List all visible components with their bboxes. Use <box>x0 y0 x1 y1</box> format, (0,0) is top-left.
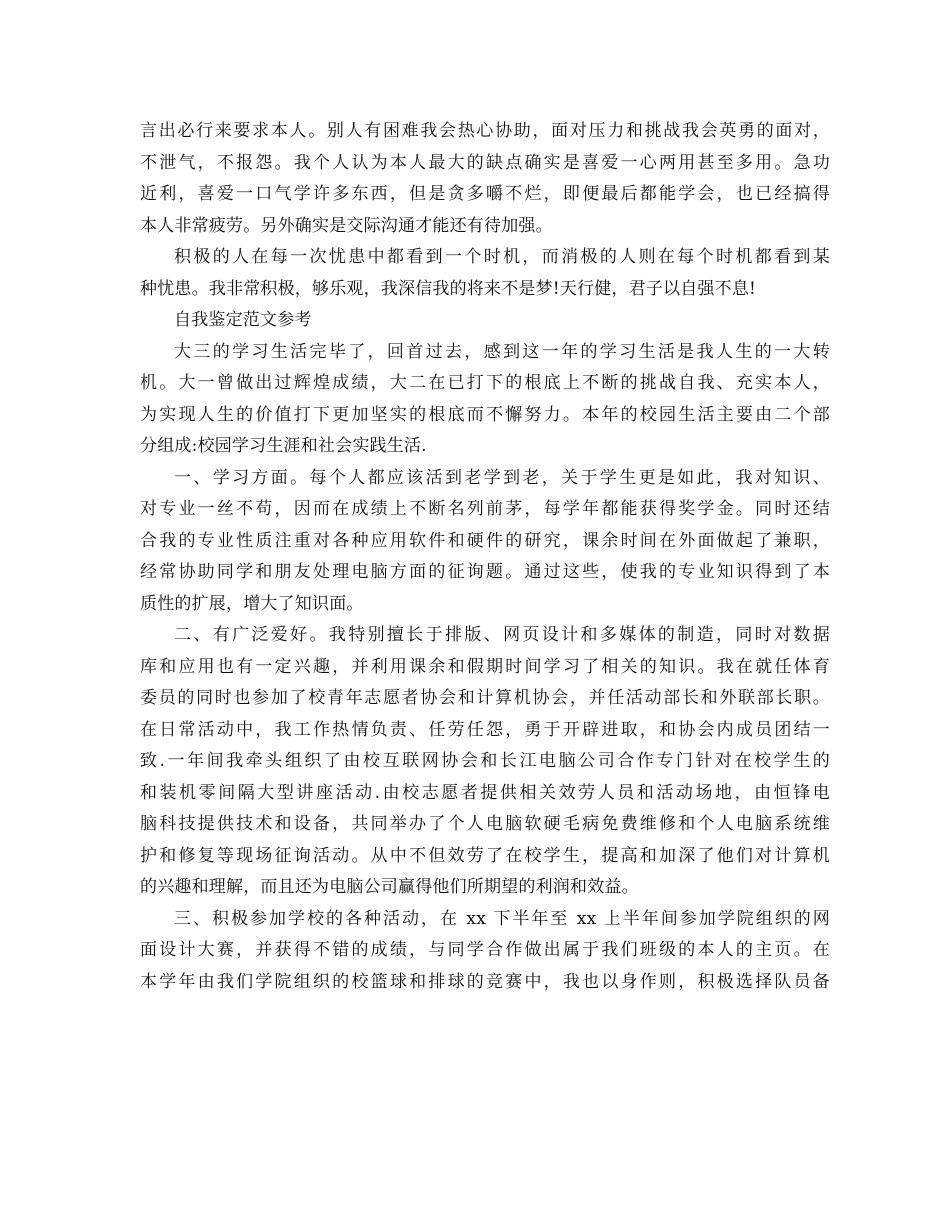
text-line: 近利，喜爱一口气学许多东西，但是贪多嚼不烂，即便最后都能学会，也已经搞得 <box>140 184 830 204</box>
text-line: 积极的人在每一次忧患中都看到一个时机，而消极的人则在每个时机都看到某 <box>174 247 830 267</box>
text-line: 大三的学习生活完毕了，回首过去，感到这一年的学习生活是我人生的一大转 <box>174 341 830 362</box>
text-line: 三、积极参加学校的各种活动，在 xx 下半年至 xx 上半年间参加学院组织的网 <box>174 908 830 929</box>
text-line: 委员的同时也参加了校青年志愿者协会和计算机协会，并任活动部长和外联部长职。 <box>140 688 830 708</box>
text-line: 本学年由我们学院组织的校篮球和排球的竞赛中，我也以身作则，积极选择队员备 <box>140 971 830 992</box>
text-line: 护和修复等现场征询活动。从中不但效劳了在校学生，提高和加深了他们对计算机 <box>140 845 830 866</box>
text-line: 机。大一曾做出过辉煌成绩，大二在已打下的根底上不断的挑战自我、充实本人， <box>140 373 830 393</box>
text-line: 面设计大赛，并获得不错的成绩，与同学合作做出属于我们班级的本人的主页。在 <box>140 940 830 960</box>
text-line: 质性的扩展，增大了知识面。 <box>140 593 364 614</box>
text-line: 自我鉴定范文参考 <box>174 310 312 330</box>
text-line: 合我的专业性质注重对各种应用软件和硬件的研究，课余时间在外面做起了兼职， <box>140 530 830 551</box>
text-line: 种忧患。我非常积极，够乐观，我深信我的将来不是梦!天行健，君子以自强不息! <box>140 278 757 299</box>
text-line: 的兴趣和理解，而且还为电脑公司赢得他们所期望的利润和效益。 <box>140 877 639 897</box>
text-line: 为实现人生的价值打下更加坚实的根底而不懈努力。本年的校园生活主要由二个部 <box>140 404 830 425</box>
text-line: 经常协助同学和朋友处理电脑方面的征询题。通过这些，使我的专业知识得到了本 <box>140 562 830 582</box>
text-line: 和装机零间隔大型讲座活动.由校志愿者提供相关效劳人员和活动场地，由恒锋电 <box>140 782 830 803</box>
text-line: 本人非常疲劳。另外确实是交际沟通才能还有待加强。 <box>140 215 553 236</box>
document-body <box>140 116 830 998</box>
text-line: 对专业一丝不苟，因而在成绩上不断名列前茅，每学年都能获得奖学金。同时还结 <box>140 499 830 519</box>
text-line: 库和应用也有一定兴趣，并利用课余和假期时间学习了相关的知识。我在就任体育 <box>140 656 830 677</box>
text-line: 脑科技提供技术和设备，共同举办了个人电脑软硬毛病免费维修和个人电脑系统维 <box>140 814 830 834</box>
text-line: 分组成:校园学习生涯和社会实践生活. <box>140 436 427 456</box>
text-line: 在日常活动中，我工作热情负责、任劳任怨，勇于开辟进取，和协会内成员团结一 <box>140 719 830 740</box>
text-line: 不泄气，不报怨。我个人认为本人最大的缺点确实是喜爱一心两用甚至多用。急功 <box>140 152 830 173</box>
text-line: 一、学习方面。每个人都应该活到老学到老，关于学生更是如此，我对知识、 <box>174 467 830 488</box>
text-line: 二、有广泛爱好。我特别擅长于排版、网页设计和多媒体的制造，同时对数据 <box>174 625 830 645</box>
text-line: 言出必行来要求本人。别人有困难我会热心协助，面对压力和挑战我会英勇的面对， <box>140 121 830 141</box>
text-line: 致.一年间我牵头组织了由校互联网协会和长江电脑公司合作专门针对在校学生的 <box>140 751 830 771</box>
